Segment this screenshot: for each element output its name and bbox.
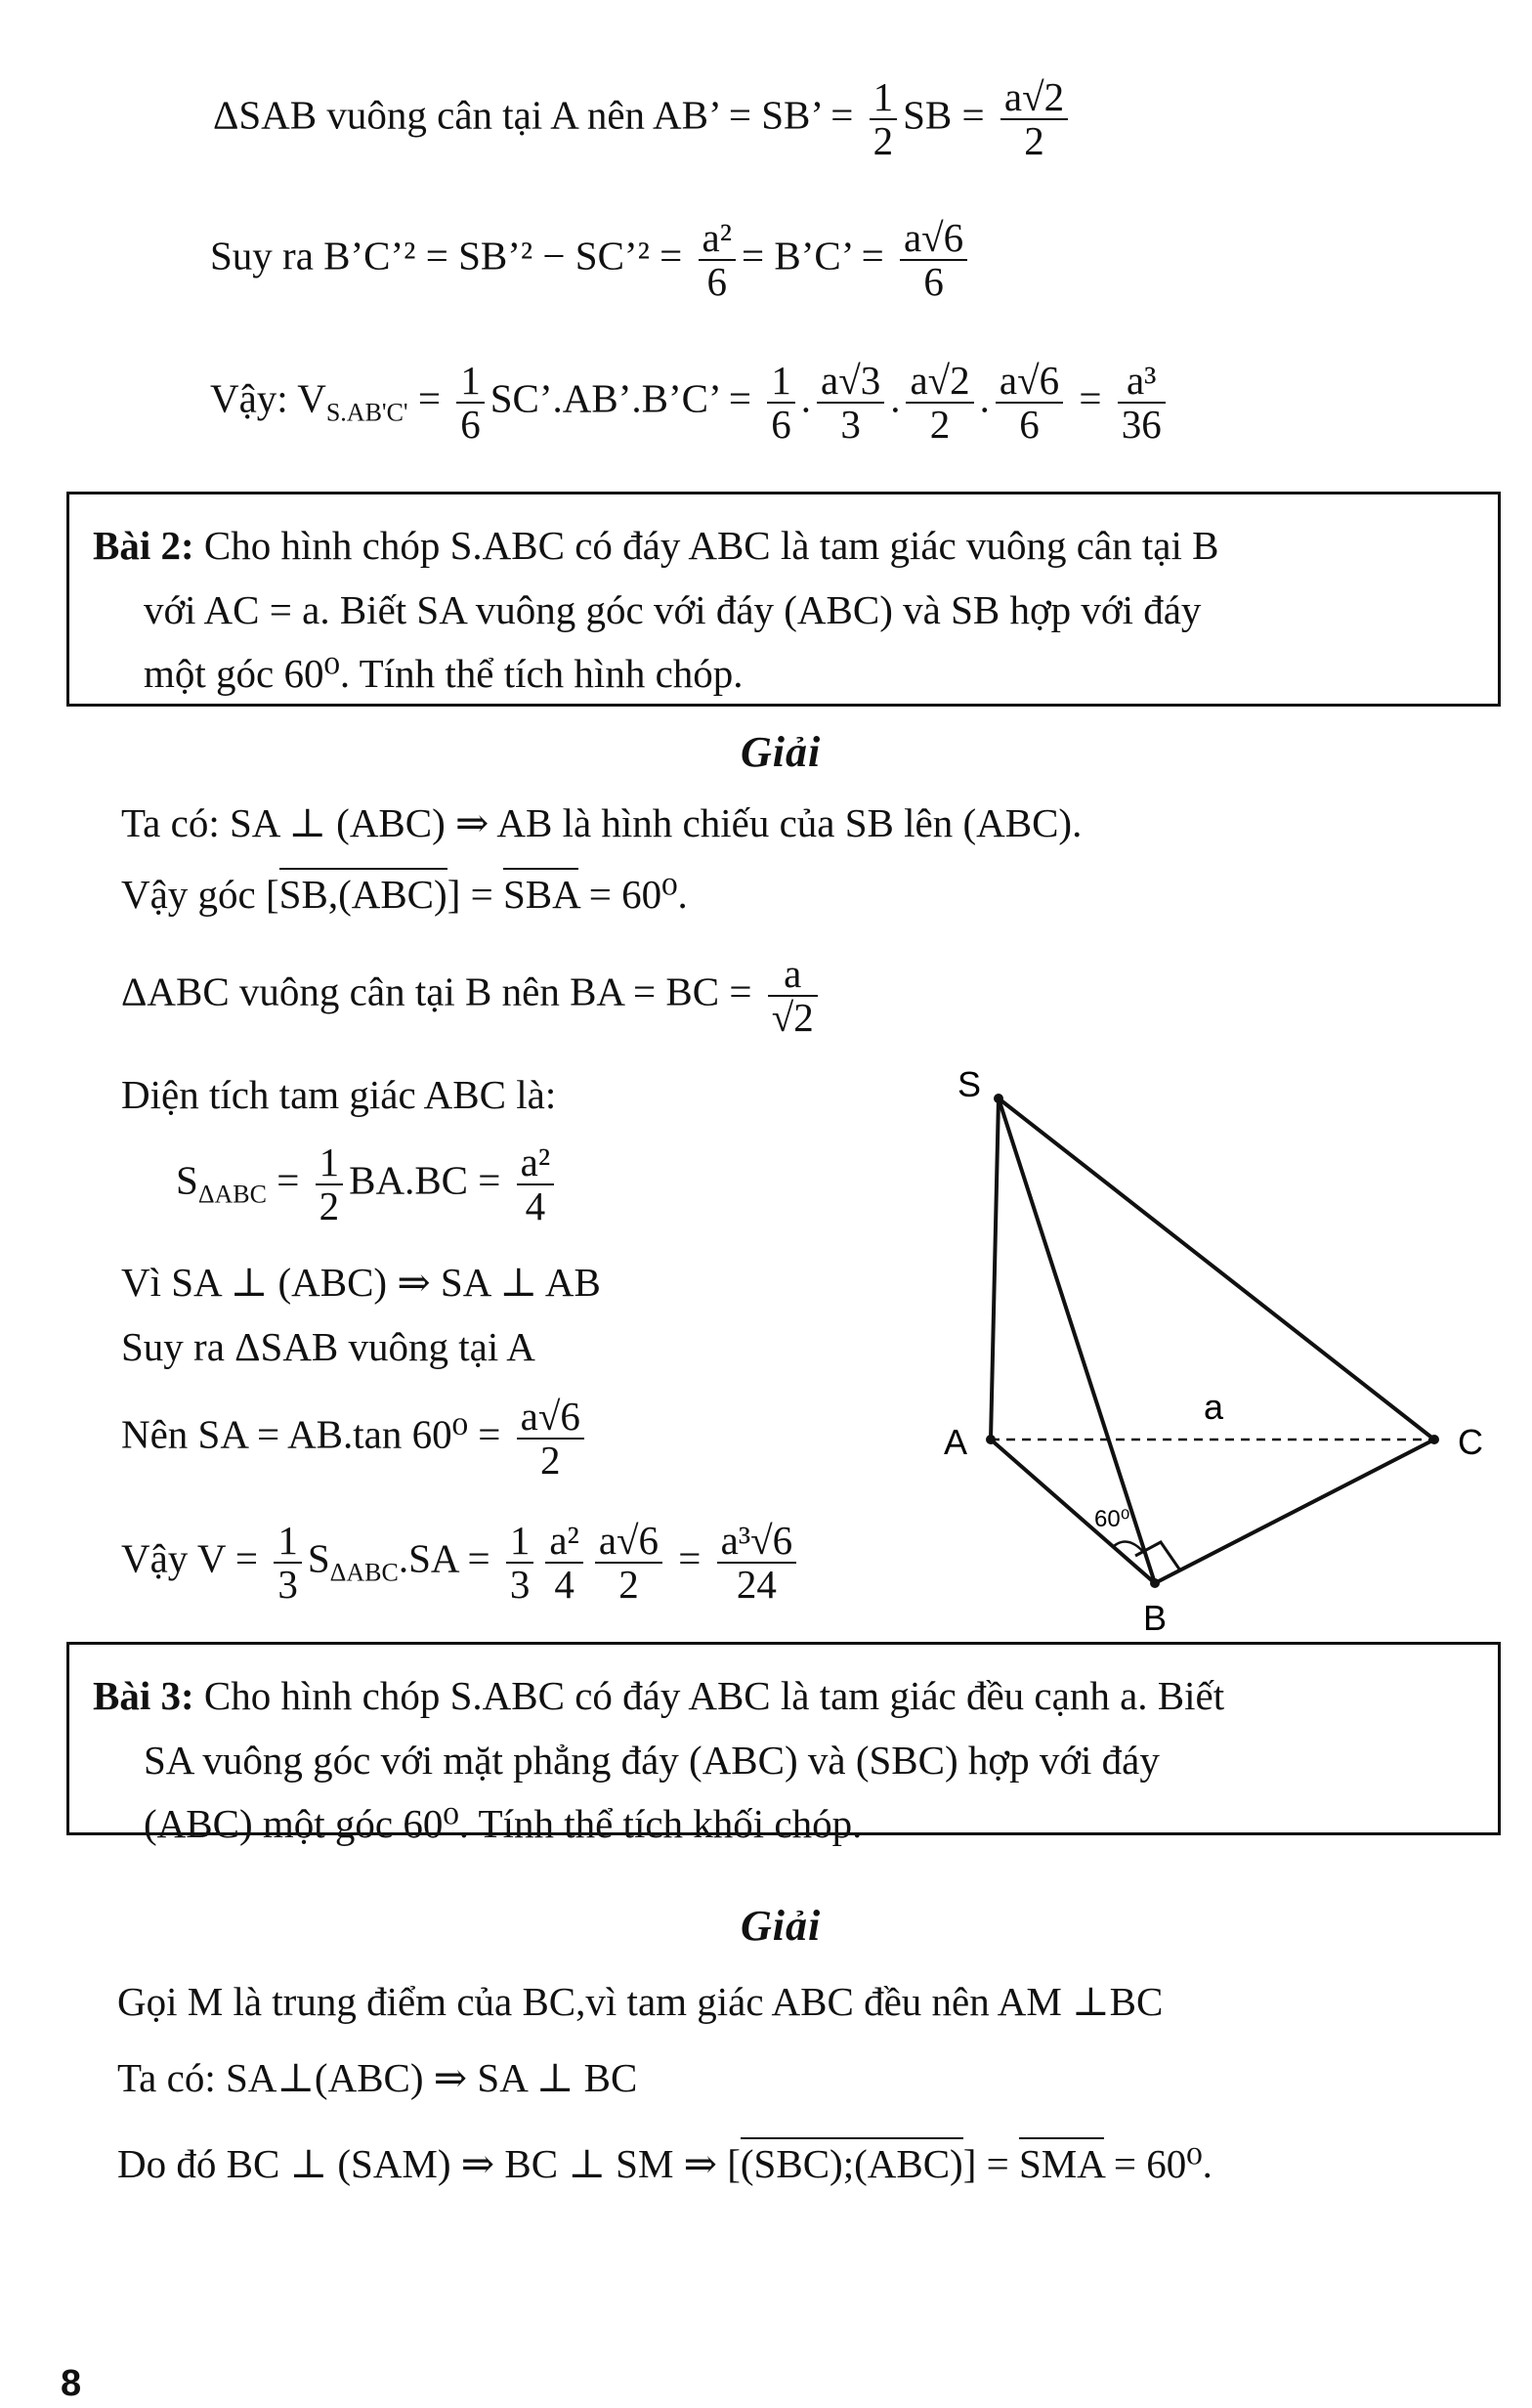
sol3-line-2: Ta có: SA⊥(ABC) ⇒ SA ⊥ BC (117, 2055, 638, 2100)
sol2-line-9: Vậy V = $\frac{1}{3}$ $S_{\Delta ABC}.SA$ = $\frac{1}{3}$ $\frac{\text{a²}}{4}$ $\frac{a√6}{2}$ = $\frac{\text{a³√6}}{24}$ (121, 1520, 802, 1606)
label-C: C (1458, 1422, 1483, 1462)
sol3-line-3: Do đó BC ⊥ (SAM) ⇒ BC ⊥ SM ⇒ [(SBC);(ABC)] = SMA = 60⁰. (117, 2144, 1213, 2184)
label-A: A (944, 1422, 968, 1462)
top-line-3: Vậy: $V_{S.AB'C'}$ = $\frac{1}{6}$ SC’.AB’.B’C’ = $\frac{1}{6}$ . $\frac{a√3}{3}$ . $\frac{a√2}{2}$ . $\frac{a√6}{6}$ = $\frac{\text{a³}}{36}$ (210, 360, 1171, 446)
label-side-a: a (1204, 1387, 1224, 1427)
fraction: $\frac{\text{a³√6}}{24}$ (717, 1520, 797, 1606)
edge-SB (999, 1098, 1155, 1583)
fraction: $\frac{\text{a³}}{36}$ (1118, 360, 1166, 446)
exercise-3-line-1: Cho hình chóp S.ABC có đáy ABC là tam giác đều cạnh a. Biết (203, 1673, 1225, 1718)
point-C (1429, 1435, 1439, 1444)
label-S: S (958, 1064, 982, 1104)
fraction: $\frac{a√2}{2}$ (906, 360, 973, 446)
point-S (994, 1094, 1003, 1103)
exercise-2-line-1: Cho hình chóp S.ABC có đáy ABC là tam giác vuông cân tại B (203, 523, 1219, 568)
fraction: $\frac{a√6}{2}$ (517, 1396, 584, 1482)
fraction: $\frac{1}{2}$ (316, 1141, 344, 1227)
edge-BC (1155, 1440, 1434, 1583)
exercise-2-line-2: với AC = a. Biết SA vuông góc với đáy (ABC) và SB hợp với đáy (144, 586, 1202, 632)
pyramid-figure (918, 1055, 1495, 1642)
exercise-2-label: Bài 2: (93, 523, 194, 568)
solution-heading: Giải (741, 728, 822, 776)
top-line-1: ΔSAB vuông cân tại A nên AB’ = SB’ = $\frac{1}{2}$ SB = $\frac{a√2}{2}$ (213, 76, 1074, 162)
sol2-line-3: ΔABC vuông cân tại B nên BA = BC = $\frac{a}{√2}$ (121, 953, 824, 1039)
label-angle: 60⁰ (1094, 1506, 1130, 1532)
sol2-line-8: Nên SA = AB.tan 60⁰ = $\frac{a√6}{2}$ (121, 1396, 590, 1482)
fraction: $\frac{1}{6}$ (767, 360, 795, 446)
point-A (986, 1435, 996, 1444)
sol3-line-1: Gọi M là trung điểm của BC,vì tam giác ABC đều nên AM ⊥BC (117, 1979, 1164, 2024)
exercise-3-box (66, 1642, 1501, 1847)
sol2-line-4: Diện tích tam giác ABC là: (121, 1072, 557, 1117)
point-B (1150, 1578, 1160, 1588)
sol2-line-7: Suy ra ΔSAB vuông tại A (121, 1324, 535, 1369)
exercise-3-line-3: (ABC) một góc 60⁰. Tính thể tích khối chóp. (144, 1801, 863, 1847)
sol2-line-2: Vậy góc [SB,(ABC)] = SBA = 60⁰. (121, 875, 688, 915)
exercise-3-label: Bài 3: (93, 1673, 194, 1718)
sol2-line-5: $S_{\Delta ABC}$ = $\frac{1}{2}$ BA.BC = $\frac{\text{a²}}{4}$ (176, 1141, 560, 1227)
edge-SA (991, 1098, 999, 1440)
fraction: $\frac{a√3}{3}$ (817, 360, 884, 446)
fraction: $\frac{a√6}{6}$ (900, 217, 967, 303)
page-number: 8 (61, 2363, 82, 2404)
sol2-line-6: Vì SA ⊥ (ABC) ⇒ SA ⊥ AB (121, 1260, 601, 1305)
fraction: $\frac{1}{3}$ (506, 1520, 534, 1606)
fraction: $\frac{a}{√2}$ (768, 953, 818, 1039)
fraction: $\frac{a√6}{2}$ (595, 1520, 662, 1606)
fraction: $\frac{\text{a²}}{4}$ (545, 1520, 583, 1606)
fraction: $\frac{\text{a²}}{6}$ (699, 217, 737, 303)
fraction: $\frac{1}{6}$ (456, 360, 485, 446)
fraction: $\frac{\text{a²}}{4}$ (517, 1141, 555, 1227)
label-B: B (1143, 1598, 1168, 1638)
fraction: $\frac{1}{2}$ (870, 76, 898, 162)
fraction: $\frac{a√2}{2}$ (1000, 76, 1068, 162)
fraction: $\frac{1}{3}$ (274, 1520, 302, 1606)
solution-heading-2: Giải (741, 1902, 822, 1950)
exercise-2-box (66, 492, 1501, 707)
top-line-2: Suy ra B’C’² = SB’² − SC’² = $\frac{\text{a²}}{6}$ = B’C’ = $\frac{a√6}{6}$ (210, 217, 973, 303)
exercise-3-line-2: SA vuông góc với mặt phẳng đáy (ABC) và (SBC) hợp với đáy (144, 1737, 1160, 1783)
sol2-line-1: Ta có: SA ⊥ (ABC) ⇒ AB là hình chiếu của SB lên (ABC). (121, 800, 1083, 845)
fraction: $\frac{a√6}{6}$ (996, 360, 1063, 446)
exercise-2-line-3: một góc 60⁰. Tính thể tích hình chóp. (144, 651, 744, 697)
